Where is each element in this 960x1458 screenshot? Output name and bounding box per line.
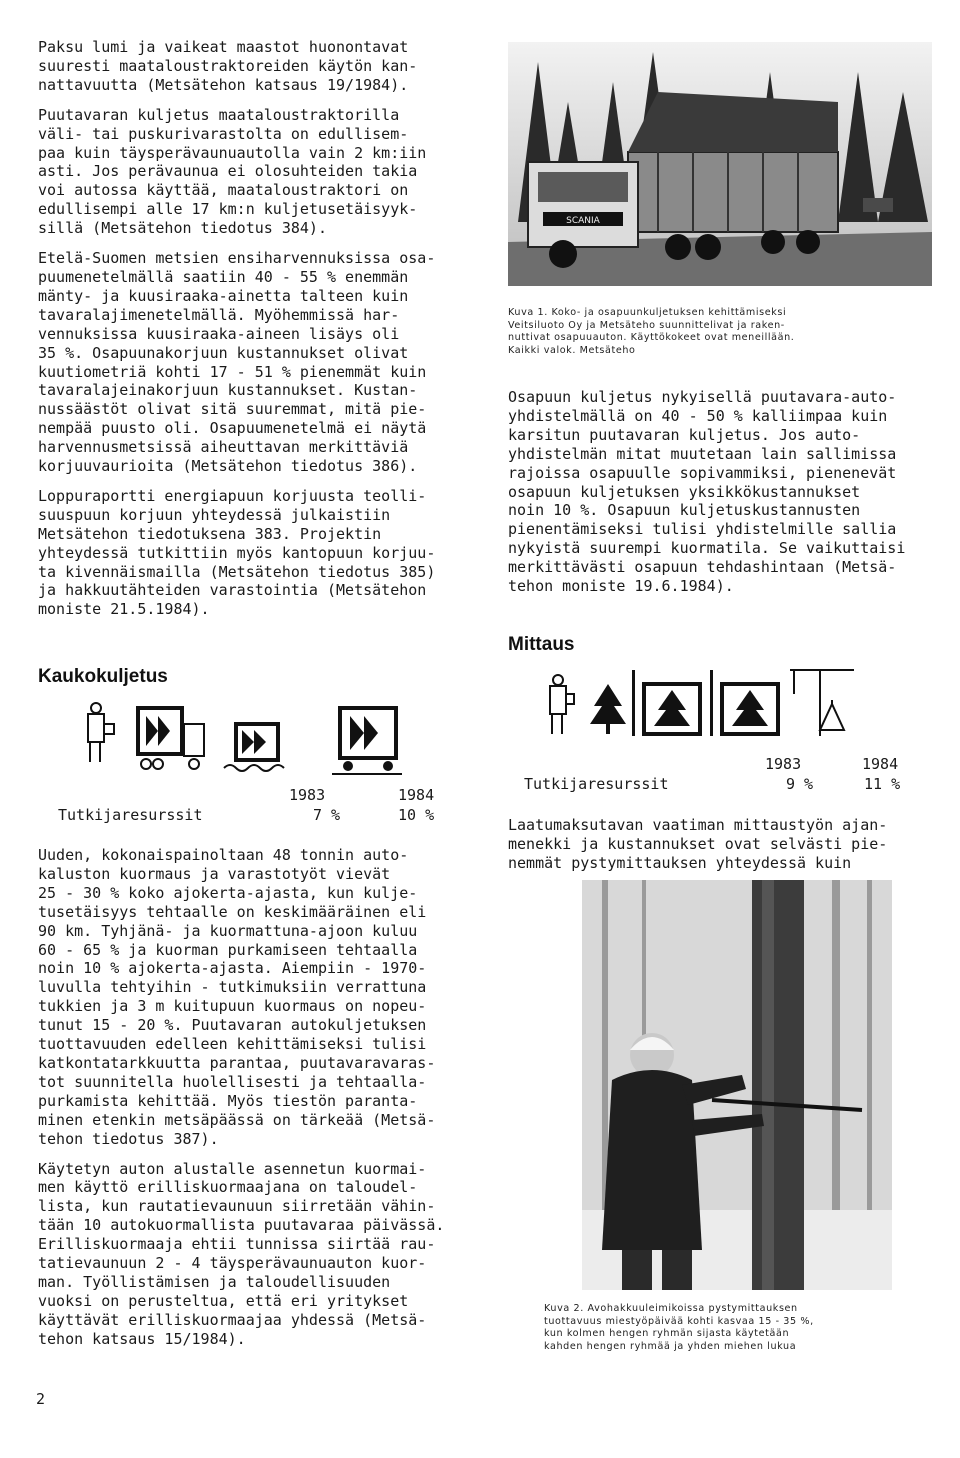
- paragraph: Paksu lumi ja vaikeat maastot huonontavat suuresti maataloustraktoreiden käytön kan- nattavuutta (Metsätehon katsaus 19/1984).: [38, 38, 418, 94]
- rail-transport-icon: [332, 706, 402, 774]
- mittaus-body: [508, 816, 936, 884]
- truck-sign-text: SCANIA: [566, 216, 600, 226]
- researcher-icon: [88, 703, 114, 762]
- year-1983: 1983: [289, 786, 326, 804]
- road-transport-icon: [224, 722, 284, 771]
- left-column: [38, 38, 470, 630]
- row-label: Tutkijaresurssit: [58, 806, 203, 824]
- figure1-caption: Kuva 1. Koko- ja osapuunkuljetuksen kehittämiseksi Veitsiluoto Oy ja Metsäteho suunnittelivat ja raken- nuttivat osapuuauton. Käyttökokeet ovat meneillään. Kaikki valok. Metsäteho: [508, 307, 795, 356]
- tree-icon: [590, 684, 626, 734]
- year-1983: 1983: [765, 755, 802, 773]
- figure2-caption: Kuva 2. Avohakkuuleimikoissa pystymittauksen tuottavuus miestyöpäivää kohti kasvaa 15 - 35 %, kun kolmen hengen ryhmän sijasta käytetään kahden hengen ryhmää ja yhden miehen lukua: [544, 1303, 814, 1352]
- paragraph: Loppuraportti energiapuun korjuusta teolli- suuspuun korjuun yhteydessä julkaistiin Metsätehon tiedotuksena 383. Projektin yhteydessä tutkittiin myös kantopuun korjuu- ta kivennäismailla (Metsätehon tiedotus 385) ja hakkuutähteiden varastointia (Metsätehon moniste 21.5.1984).: [38, 486, 436, 619]
- researcher-icon: [550, 675, 574, 734]
- right-column: [508, 388, 936, 607]
- figure1-truck-photo: [508, 42, 932, 286]
- paragraph: Etelä-Suomen metsien ensiharvennuksissa osa- puumenetelmällä saatiin 40 - 55 % enemmän mänty- ja kuusiraaka-ainetta talteen kuin tavaralajimenetelmällä. Myöhemmissä har- vennuksissa kuusiraaka-aineen lisäys oli 35 %. Osapuunakorjuun kustannukset olivat kuutiometriä kohti 17 - 51 % pienemmät kuin tavaralajeinakorjuun kustannukset. Kustan- nussäästöt olivat sitä suuremmat, mitä pie- nempää puusto oli. Osapuumenetelmä ei näytä harvennusmetsissä aiheuttavan merkittäviä korjuuvaurioita (Metsätehon tiedotus 386).: [38, 249, 436, 476]
- paragraph: Laatumaksutavan vaatiman mittaustyön ajan- menekki ja kustannukset ovat selvästi pie- nemmät pystymittauksen yhteydessä kuin: [508, 816, 888, 872]
- truck-logo-icon: [136, 706, 204, 769]
- kaukokuljetus-pictograms: [84, 700, 404, 778]
- scale-icon: [790, 670, 854, 736]
- paragraph: Käytetyn auton alustalle asennetun kuormai- men käyttö erilliskuormaajana on taloudel- lista, kun rautatievaunuun siirretään vähin- tään 10 autokuormallista puutavaraa päivässä. Erilliskuormaaja ehtii tunnissa siirtää rau- tatievaunuun 2 - 4 täysperävaunuauton kuor- man. Työllistämisen ja taloudellisuuden vuoksi on perusteltua, että eri yritykset käyttävät erilliskuormaajaa yhdessä (Metsä- tehon katsaus 15/1984).: [38, 1159, 445, 1348]
- paragraph: Puutavaran kuljetus maataloustraktorilla väli- tai puskurivarastolta on edullisem- paa kuin täysperävaunuautolla vain 2 km:iin asti. Jos perävaunua ei olosuhteiden takia voi autossa käyttää, maataloustraktori on edullisempi alle 17 km:n kuljetusetäisyyk- sillä (Metsätehon tiedotus 384).: [38, 105, 427, 238]
- kaukokuljetus-body: [38, 846, 470, 1360]
- year-1984: 1984: [398, 786, 435, 804]
- row-label: Tutkijaresurssit: [524, 775, 669, 793]
- value-1983: 7 %: [313, 806, 341, 824]
- value-1983: 9 %: [786, 775, 814, 793]
- mittaus-pictograms: [540, 664, 860, 744]
- value-1984: 10 %: [398, 806, 435, 824]
- section-heading-mittaus: Mittaus: [508, 634, 575, 655]
- tree-frame-icon: [720, 682, 780, 736]
- measure-pole-icon: [632, 670, 635, 736]
- year-1984: 1984: [862, 755, 899, 773]
- paragraph: Uuden, kokonaispainoltaan 48 tonnin auto- kaluston kuormaus ja varastotyöt vievät 25 - 30 % koko ajokerta-ajasta, kun kulje- tusetäisyys tehtaalle on keskimääräinen eli 90 km. Tyhjänä- ja kuormattuna-ajoon kuluu 60 - 65 % ja kuorman purkamiseen tehtaalla noin 10 % ajokerta-ajasta. Aiempiin - 1970- luvulla tehtyihin - tutkimuksiin verrattuna tukkien ja 3 m kuitupuun kuormaus on nopeu- tunut 15 - 20 %. Puutavaran autokuljetuksen tuottavuuden edelleen kehittämiseksi tulisi katkontatarkkuutta parantaa, puutavaravaras- tot suunnitella huolellisesti ja tehtaalla- purkamista kehittää. Myös tiestön paranta- minen etenkin metsäpäässä on tärkeää (Metsä- tehon tiedotus 387).: [38, 846, 436, 1148]
- value-1984: 11 %: [864, 775, 901, 793]
- section-heading-kaukokuljetus: Kaukokuljetus: [38, 666, 168, 687]
- page-number: 2: [36, 1390, 46, 1408]
- paragraph: Osapuun kuljetus nykyisellä puutavara-auto- yhdistelmällä on 40 - 50 % kalliimpaa kuin karsitun puutavaran kuljetus. Jos auto- yhdistelmän mitat muutetaan lain sallimissa rajoissa osapuulle sopivammiksi, pienenevät osapuun kuljetuksen yksikkökustannukset noin 10 %. Osapuun kuljetuskustannusten pienentämiseksi tulisi yhdistelmille sallia nykyistä suurempi kuormatila. Se vaikuttaisi merkittävästi osapuun tehdashintaan (Metsä- tehon moniste 19.6.1984).: [508, 388, 906, 596]
- tree-frame-icon: [642, 682, 702, 736]
- figure2-tree-measuring-photo: [582, 880, 892, 1290]
